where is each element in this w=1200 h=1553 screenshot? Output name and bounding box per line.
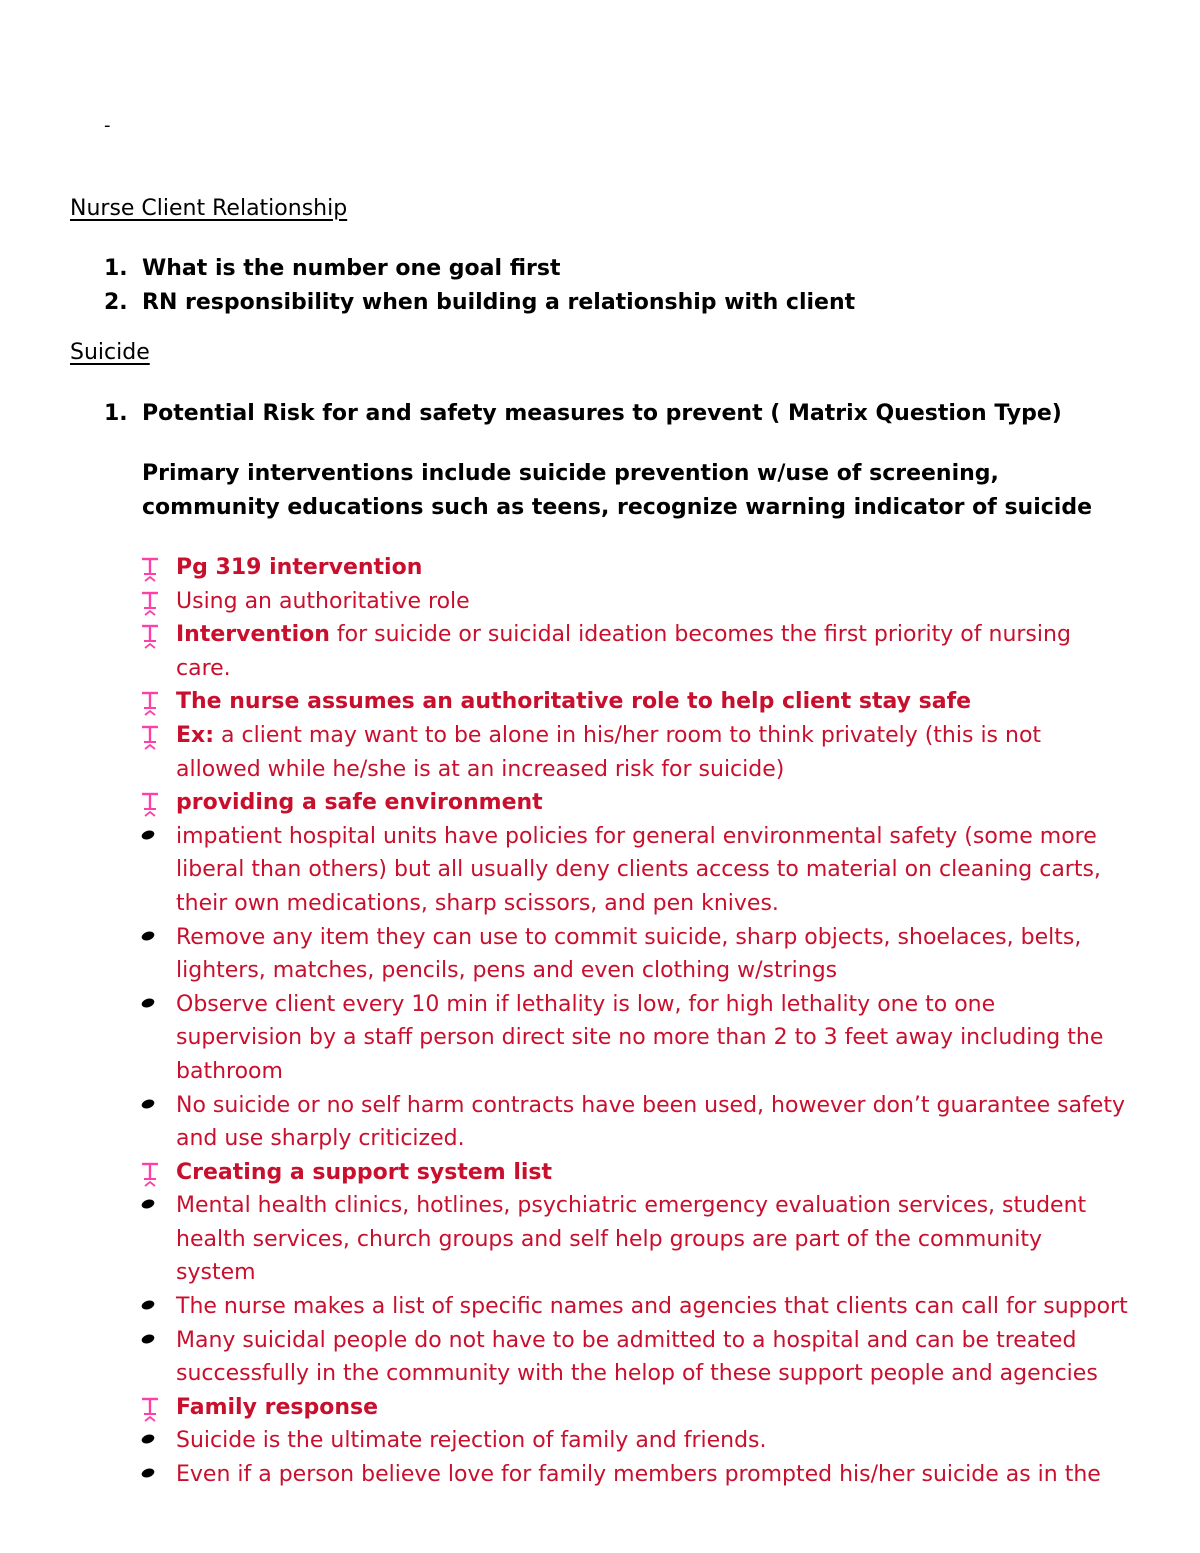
bullet-text: Remove any item they can use to commit suicide, sharp objects, shoelaces, belts, lighters, matches, pencils, pens and even clothing w/strings	[176, 924, 1082, 984]
numbered-list-nurse-client	[104, 252, 855, 320]
bullet-text: Many suicidal people do not have to be admitted to a hospital and can be treated successfully in the community with the helop of these support people and agencies	[176, 1327, 1098, 1387]
list-item	[138, 618, 1128, 685]
list-item	[138, 820, 1128, 921]
list-item-text: Potential Risk for and safety measures to prevent ( Matrix Question Type)	[142, 401, 1062, 426]
t-marker-icon	[138, 786, 164, 820]
bullet-bold-text: Family response	[176, 1394, 378, 1420]
heading-suicide: Suicide	[70, 340, 150, 365]
bullet-bold-text: providing a safe environment	[176, 790, 543, 816]
list-item	[104, 397, 1062, 431]
list-item	[138, 921, 1128, 988]
list-item	[138, 585, 1128, 619]
t-marker-icon	[138, 551, 164, 585]
bullet-bold-text: The nurse assumes an authoritative role to help client stay safe	[176, 689, 972, 715]
t-marker-icon	[138, 585, 164, 619]
list-item	[138, 719, 1128, 786]
bullet-text: for suicide or suicidal ideation becomes the first priority of nursing care.	[176, 622, 1071, 681]
dot-bullet-icon	[138, 988, 164, 1022]
list-item	[138, 1391, 1128, 1425]
list-number: 1.	[104, 256, 128, 281]
list-item	[138, 1156, 1128, 1190]
list-item	[138, 1290, 1128, 1324]
dot-bullet-icon	[138, 820, 164, 854]
numbered-list-suicide	[104, 397, 1062, 431]
list-item-text: What is the number one goal first	[142, 256, 561, 281]
list-item	[104, 252, 855, 286]
bullet-text: No suicide or no self harm contracts have been used, however don’t guarantee safety and use sharply criticized.	[176, 1092, 1125, 1152]
list-item	[138, 1089, 1128, 1156]
list-item	[138, 1458, 1128, 1492]
bullet-text: Suicide is the ultimate rejection of family and friends.	[176, 1428, 767, 1454]
bullet-bold-text: Creating a support system list	[176, 1159, 553, 1185]
dot-bullet-icon	[138, 1089, 164, 1123]
list-number: 2.	[104, 290, 128, 315]
dot-bullet-icon	[138, 1458, 164, 1492]
primary-interventions-paragraph: Primary interventions include suicide prevention w/use of screening, community educations such as teens, recognize warning indicator of suicide	[142, 461, 1093, 520]
bullet-text: The nurse makes a list of specific names and agencies that clients can call for support	[176, 1294, 1128, 1320]
t-marker-icon	[138, 685, 164, 719]
bullet-text: Observe client every 10 min if lethality is low, for high lethality one to one supervision by a staff person direct site no more than 2 to 3 feet away including the bathroom	[176, 991, 1104, 1084]
list-item	[138, 551, 1128, 585]
dot-bullet-icon	[138, 921, 164, 955]
dot-bullet-icon	[138, 1424, 164, 1458]
top-dash: -	[104, 115, 111, 136]
t-marker-icon	[138, 1391, 164, 1425]
intervention-bullet-list	[138, 551, 1128, 1492]
bullet-text: Mental health clinics, hotlines, psychiatric emergency evaluation services, student health services, church groups and self help groups are part of the community system	[176, 1193, 1087, 1286]
list-number: 1.	[104, 401, 128, 426]
list-item	[138, 1189, 1128, 1290]
list-item	[138, 786, 1128, 820]
list-item	[138, 1424, 1128, 1458]
dot-bullet-icon	[138, 1324, 164, 1358]
list-item	[138, 685, 1128, 719]
heading-nurse-client-relationship: Nurse Client Relationship	[70, 196, 348, 221]
list-item	[138, 1324, 1128, 1391]
bullet-text: impatient hospital units have policies for general environmental safety (some more liberal than others) but all usually deny clients access to material on cleaning carts, their own medications, sharp scissors, and pen knives.	[176, 823, 1101, 916]
t-marker-icon	[138, 719, 164, 753]
dot-bullet-icon	[138, 1189, 164, 1223]
bullet-text: a client may want to be alone in his/her room to think privately (this is not allowed while he/she is at an increased risk for suicide)	[176, 722, 1042, 782]
list-item	[104, 286, 855, 320]
t-marker-icon	[138, 618, 164, 652]
bullet-bold-text: Pg 319 intervention	[176, 555, 423, 580]
bullet-bold-text: Ex:	[176, 722, 215, 748]
list-item-text: RN responsibility when building a relationship with client	[142, 290, 856, 315]
t-marker-icon	[138, 1156, 164, 1190]
bullet-bold-text: Intervention	[176, 622, 330, 648]
bullet-text: Using an authoritative role	[176, 588, 470, 614]
bullet-text: Even if a person believe love for family members prompted his/her suicide as in the	[176, 1462, 1101, 1488]
dot-bullet-icon	[138, 1290, 164, 1324]
list-item	[138, 988, 1128, 1089]
